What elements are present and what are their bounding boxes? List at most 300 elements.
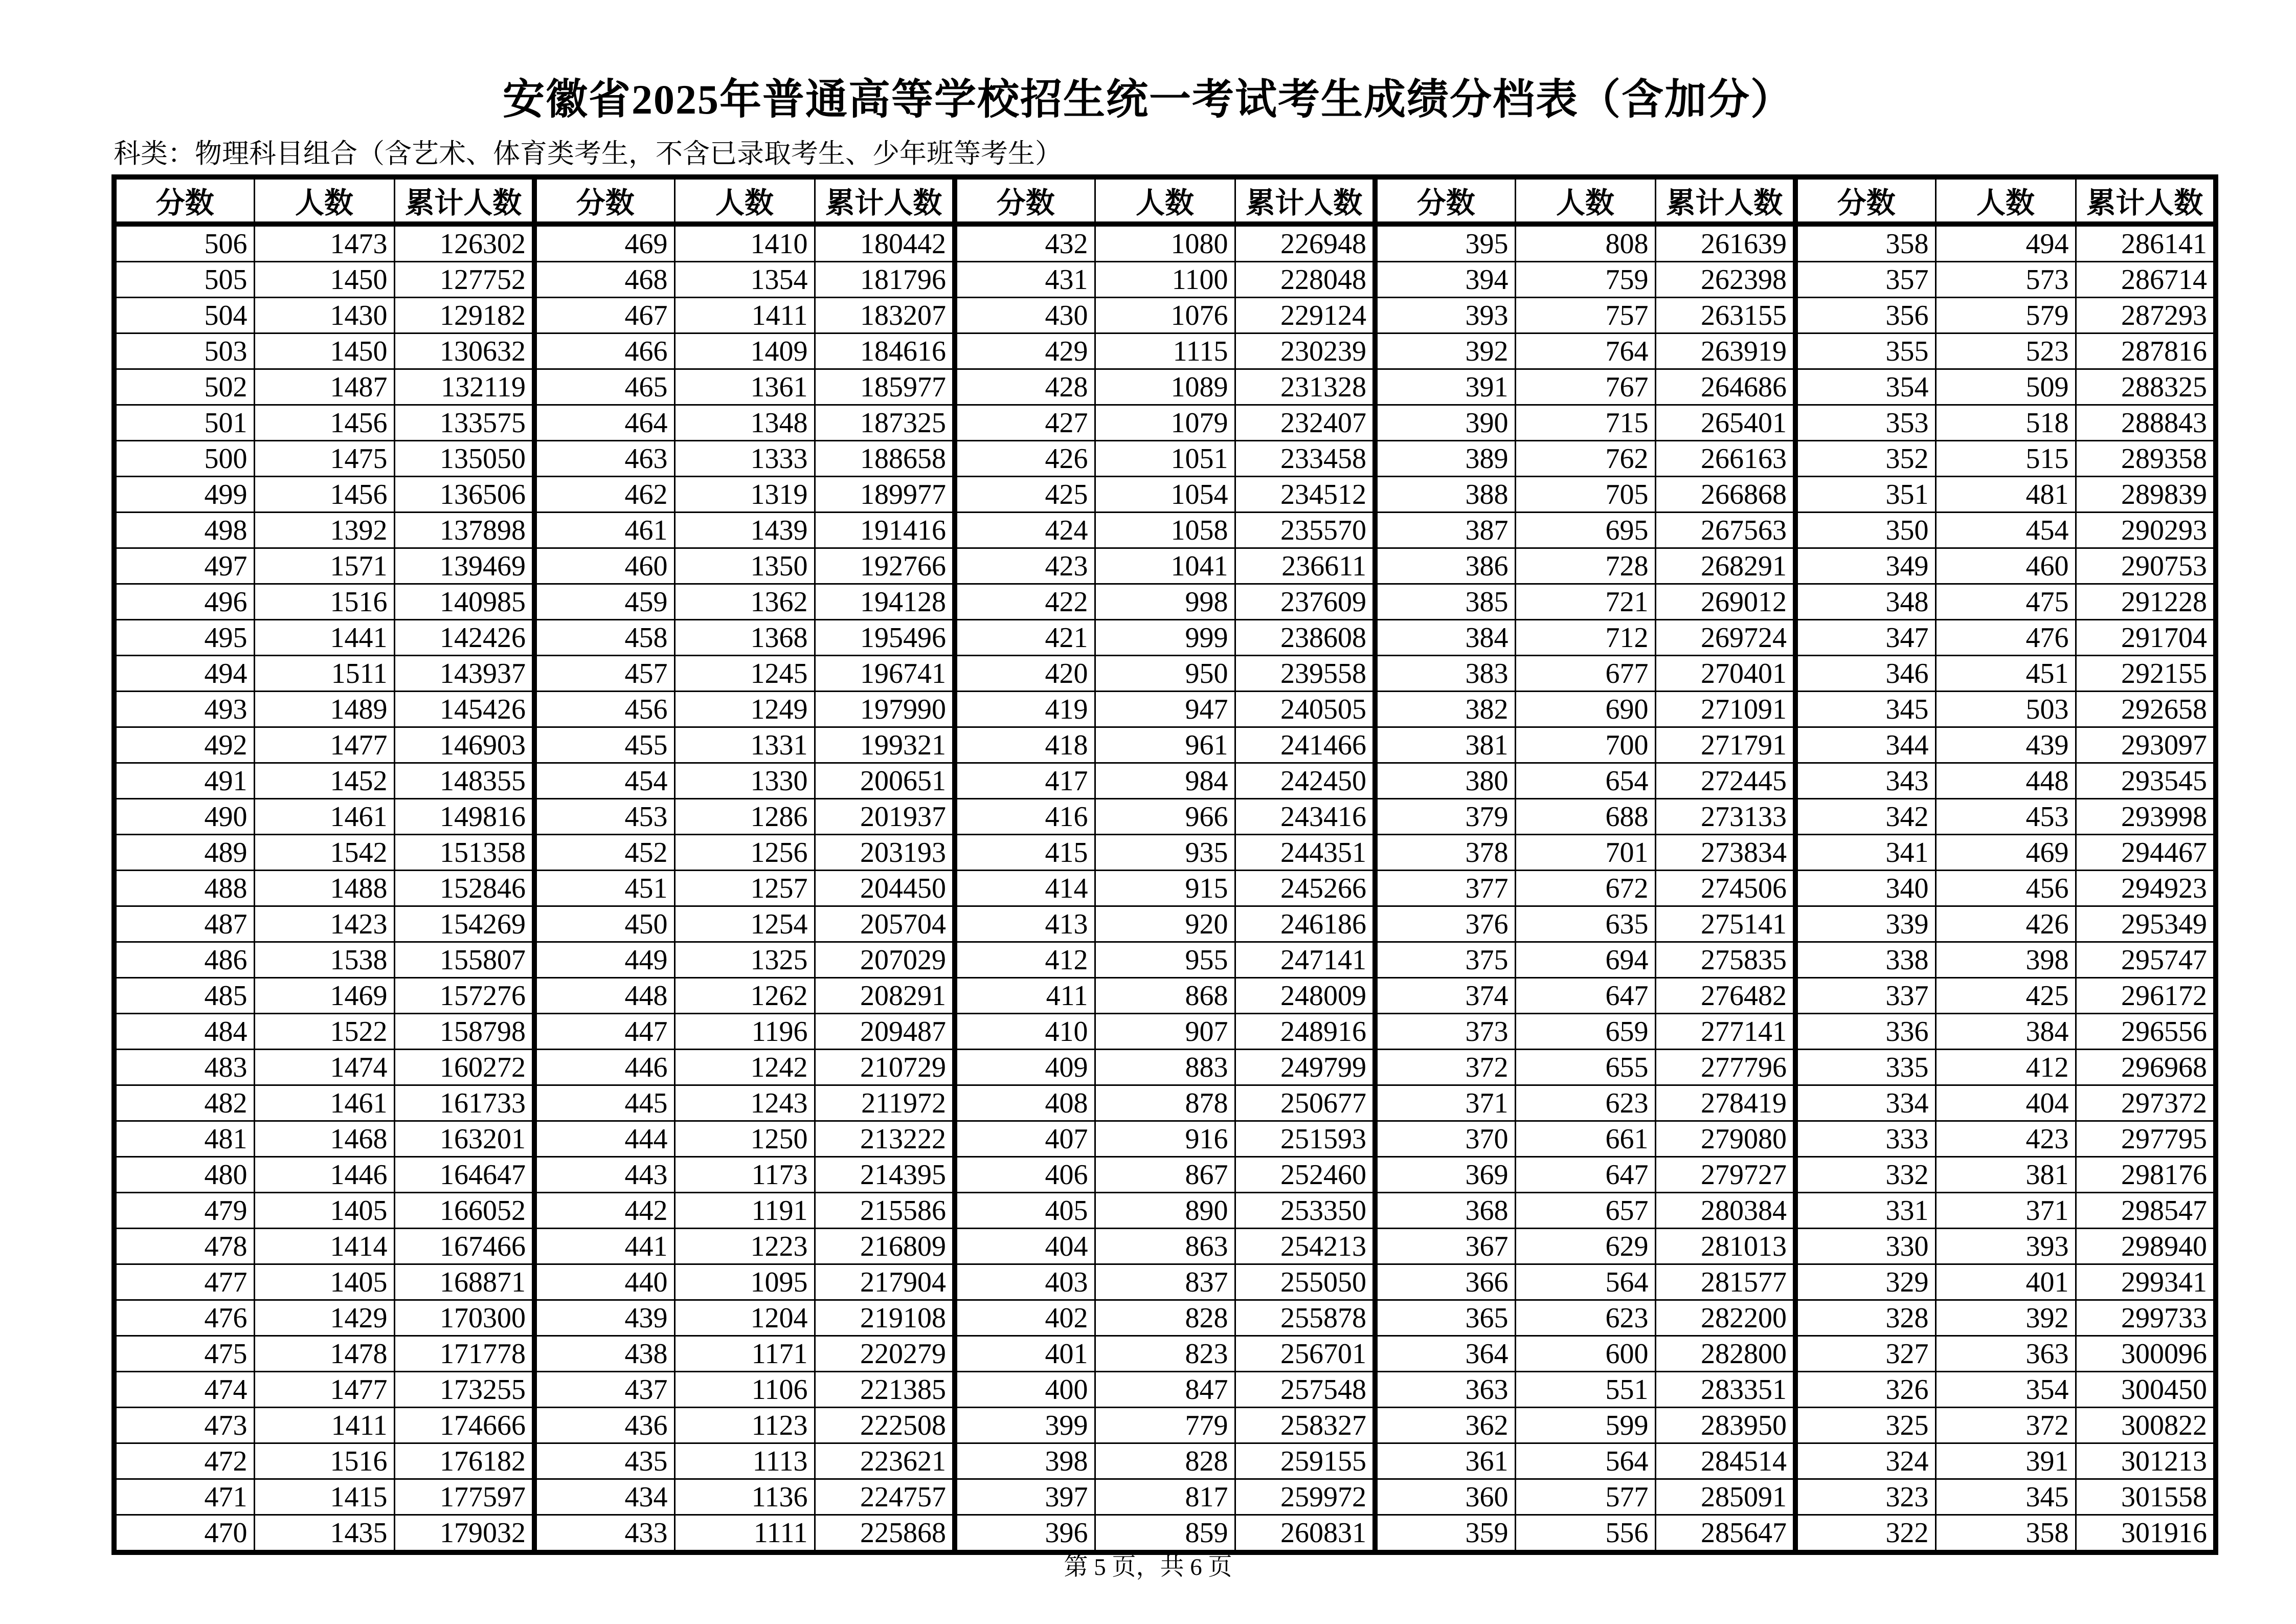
cell-score: 436 bbox=[534, 1408, 674, 1443]
cell-cumulative: 207029 bbox=[815, 942, 955, 978]
table-row bbox=[114, 835, 2216, 871]
cell-cumulative: 278419 bbox=[1655, 1085, 1795, 1121]
cell-cumulative: 220279 bbox=[815, 1336, 955, 1372]
cell-count: 1076 bbox=[1095, 298, 1235, 333]
cell-score: 449 bbox=[534, 942, 674, 978]
table-row bbox=[114, 1515, 2216, 1553]
cell-count: 412 bbox=[1935, 1050, 2076, 1085]
cell-cumulative: 296172 bbox=[2076, 978, 2216, 1014]
cell-count: 1446 bbox=[254, 1157, 394, 1193]
cell-count: 1474 bbox=[254, 1050, 394, 1085]
cell-cumulative: 301213 bbox=[2076, 1443, 2216, 1479]
cell-cumulative: 180442 bbox=[815, 224, 955, 262]
cell-count: 635 bbox=[1515, 906, 1655, 942]
cell-count: 1435 bbox=[254, 1515, 394, 1553]
cell-count: 950 bbox=[1095, 656, 1235, 692]
cell-score: 440 bbox=[534, 1264, 674, 1300]
cell-cumulative: 253350 bbox=[1235, 1193, 1375, 1229]
cell-cumulative: 200651 bbox=[815, 763, 955, 799]
header-cell-cumulative: 累计人数 bbox=[1235, 177, 1375, 224]
cell-cumulative: 194128 bbox=[815, 584, 955, 620]
cell-cumulative: 281013 bbox=[1655, 1229, 1795, 1264]
table-row bbox=[114, 513, 2216, 548]
cell-score: 445 bbox=[534, 1085, 674, 1121]
cell-score: 330 bbox=[1795, 1229, 1935, 1264]
cell-score: 414 bbox=[955, 871, 1095, 906]
cell-cumulative: 222508 bbox=[815, 1408, 955, 1443]
cell-score: 377 bbox=[1375, 871, 1515, 906]
cell-score: 504 bbox=[114, 298, 254, 333]
cell-score: 453 bbox=[534, 799, 674, 835]
cell-score: 332 bbox=[1795, 1157, 1935, 1193]
cell-cumulative: 293545 bbox=[2076, 763, 2216, 799]
header-cell-cumulative: 累计人数 bbox=[815, 177, 955, 224]
cell-score: 325 bbox=[1795, 1408, 1935, 1443]
cell-score: 385 bbox=[1375, 584, 1515, 620]
cell-cumulative: 283351 bbox=[1655, 1372, 1795, 1408]
cell-score: 483 bbox=[114, 1050, 254, 1085]
cell-cumulative: 285647 bbox=[1655, 1515, 1795, 1553]
cell-cumulative: 230239 bbox=[1235, 333, 1375, 369]
cell-score: 495 bbox=[114, 620, 254, 656]
cell-score: 387 bbox=[1375, 513, 1515, 548]
cell-cumulative: 221385 bbox=[815, 1372, 955, 1408]
cell-count: 712 bbox=[1515, 620, 1655, 656]
cell-score: 396 bbox=[955, 1515, 1095, 1553]
cell-cumulative: 192766 bbox=[815, 548, 955, 584]
cell-cumulative: 149816 bbox=[394, 799, 534, 835]
cell-count: 523 bbox=[1935, 333, 2076, 369]
cell-count: 916 bbox=[1095, 1121, 1235, 1157]
cell-cumulative: 137898 bbox=[394, 513, 534, 548]
cell-count: 494 bbox=[1935, 224, 2076, 262]
cell-count: 381 bbox=[1935, 1157, 2076, 1193]
cell-score: 373 bbox=[1375, 1014, 1515, 1050]
cell-count: 1475 bbox=[254, 441, 394, 477]
table-row bbox=[114, 871, 2216, 906]
cell-score: 324 bbox=[1795, 1443, 1935, 1479]
cell-count: 1571 bbox=[254, 548, 394, 584]
cell-count: 1478 bbox=[254, 1336, 394, 1372]
cell-score: 376 bbox=[1375, 906, 1515, 942]
table-row bbox=[114, 1085, 2216, 1121]
cell-cumulative: 223621 bbox=[815, 1443, 955, 1479]
cell-count: 1354 bbox=[674, 262, 815, 298]
table-row bbox=[114, 692, 2216, 727]
cell-cumulative: 145426 bbox=[394, 692, 534, 727]
cell-cumulative: 298547 bbox=[2076, 1193, 2216, 1229]
page-number-footer: 第 5 页，共 6 页 bbox=[1064, 1554, 1232, 1581]
cell-score: 462 bbox=[534, 477, 674, 513]
cell-score: 401 bbox=[955, 1336, 1095, 1372]
cell-score: 454 bbox=[534, 763, 674, 799]
page-subtitle: 科类：物理科目组合（含艺术、体育类考生，不含已录取考生、少年班等考生） bbox=[114, 139, 1062, 169]
cell-count: 354 bbox=[1935, 1372, 2076, 1408]
cell-count: 1511 bbox=[254, 656, 394, 692]
cell-count: 1330 bbox=[674, 763, 815, 799]
cell-cumulative: 135050 bbox=[394, 441, 534, 477]
cell-count: 1441 bbox=[254, 620, 394, 656]
cell-score: 455 bbox=[534, 727, 674, 763]
cell-cumulative: 133575 bbox=[394, 405, 534, 441]
cell-score: 406 bbox=[955, 1157, 1095, 1193]
cell-count: 1487 bbox=[254, 369, 394, 405]
cell-cumulative: 297372 bbox=[2076, 1085, 2216, 1121]
cell-count: 515 bbox=[1935, 441, 2076, 477]
cell-score: 355 bbox=[1795, 333, 1935, 369]
cell-cumulative: 246186 bbox=[1235, 906, 1375, 942]
cell-cumulative: 283950 bbox=[1655, 1408, 1795, 1443]
cell-cumulative: 298940 bbox=[2076, 1229, 2216, 1264]
cell-cumulative: 201937 bbox=[815, 799, 955, 835]
cell-cumulative: 155807 bbox=[394, 942, 534, 978]
cell-count: 1054 bbox=[1095, 477, 1235, 513]
page-title: 安徽省2025年普通高等学校招生统一考试考生成绩分档表（含加分） bbox=[502, 76, 1793, 123]
cell-cumulative: 292658 bbox=[2076, 692, 2216, 727]
cell-score: 416 bbox=[955, 799, 1095, 835]
cell-score: 386 bbox=[1375, 548, 1515, 584]
cell-cumulative: 196741 bbox=[815, 656, 955, 692]
cell-score: 343 bbox=[1795, 763, 1935, 799]
cell-score: 419 bbox=[955, 692, 1095, 727]
cell-count: 695 bbox=[1515, 513, 1655, 548]
cell-score: 359 bbox=[1375, 1515, 1515, 1553]
cell-score: 492 bbox=[114, 727, 254, 763]
cell-cumulative: 288843 bbox=[2076, 405, 2216, 441]
header-cell-count: 人数 bbox=[1935, 177, 2076, 224]
cell-cumulative: 139469 bbox=[394, 548, 534, 584]
cell-score: 340 bbox=[1795, 871, 1935, 906]
header-cell-score: 分数 bbox=[955, 177, 1095, 224]
cell-count: 1415 bbox=[254, 1479, 394, 1515]
cell-count: 859 bbox=[1095, 1515, 1235, 1553]
cell-count: 1456 bbox=[254, 477, 394, 513]
table-row bbox=[114, 548, 2216, 584]
cell-count: 1405 bbox=[254, 1264, 394, 1300]
cell-count: 1469 bbox=[254, 978, 394, 1014]
cell-cumulative: 208291 bbox=[815, 978, 955, 1014]
table-row bbox=[114, 262, 2216, 298]
cell-count: 629 bbox=[1515, 1229, 1655, 1264]
cell-count: 1111 bbox=[674, 1515, 815, 1553]
cell-count: 345 bbox=[1935, 1479, 2076, 1515]
cell-score: 404 bbox=[955, 1229, 1095, 1264]
cell-cumulative: 142426 bbox=[394, 620, 534, 656]
table-row bbox=[114, 942, 2216, 978]
cell-cumulative: 295349 bbox=[2076, 906, 2216, 942]
table-row bbox=[114, 1264, 2216, 1300]
cell-cumulative: 241466 bbox=[1235, 727, 1375, 763]
cell-count: 1319 bbox=[674, 477, 815, 513]
cell-cumulative: 132119 bbox=[394, 369, 534, 405]
table-row bbox=[114, 333, 2216, 369]
table-row bbox=[114, 1050, 2216, 1085]
table-row bbox=[114, 906, 2216, 942]
cell-cumulative: 290753 bbox=[2076, 548, 2216, 584]
cell-count: 1468 bbox=[254, 1121, 394, 1157]
cell-count: 623 bbox=[1515, 1300, 1655, 1336]
cell-cumulative: 167466 bbox=[394, 1229, 534, 1264]
cell-score: 367 bbox=[1375, 1229, 1515, 1264]
cell-cumulative: 267563 bbox=[1655, 513, 1795, 548]
cell-cumulative: 171778 bbox=[394, 1336, 534, 1372]
cell-cumulative: 275141 bbox=[1655, 906, 1795, 942]
cell-score: 458 bbox=[534, 620, 674, 656]
cell-count: 393 bbox=[1935, 1229, 2076, 1264]
table-row bbox=[114, 1193, 2216, 1229]
cell-score: 354 bbox=[1795, 369, 1935, 405]
cell-count: 828 bbox=[1095, 1443, 1235, 1479]
cell-count: 1348 bbox=[674, 405, 815, 441]
cell-count: 647 bbox=[1515, 1157, 1655, 1193]
cell-cumulative: 187325 bbox=[815, 405, 955, 441]
cell-count: 564 bbox=[1515, 1264, 1655, 1300]
cell-count: 1136 bbox=[674, 1479, 815, 1515]
cell-count: 456 bbox=[1935, 871, 2076, 906]
cell-score: 433 bbox=[534, 1515, 674, 1553]
cell-score: 418 bbox=[955, 727, 1095, 763]
cell-count: 1414 bbox=[254, 1229, 394, 1264]
cell-count: 1058 bbox=[1095, 513, 1235, 548]
cell-cumulative: 238608 bbox=[1235, 620, 1375, 656]
header-cell-score: 分数 bbox=[114, 177, 254, 224]
cell-cumulative: 235570 bbox=[1235, 513, 1375, 548]
cell-cumulative: 191416 bbox=[815, 513, 955, 548]
cell-count: 476 bbox=[1935, 620, 2076, 656]
cell-cumulative: 279727 bbox=[1655, 1157, 1795, 1193]
cell-cumulative: 213222 bbox=[815, 1121, 955, 1157]
cell-count: 1477 bbox=[254, 727, 394, 763]
cell-score: 448 bbox=[534, 978, 674, 1014]
cell-cumulative: 254213 bbox=[1235, 1229, 1375, 1264]
cell-score: 341 bbox=[1795, 835, 1935, 871]
cell-score: 372 bbox=[1375, 1050, 1515, 1085]
cell-score: 424 bbox=[955, 513, 1095, 548]
cell-cumulative: 143937 bbox=[394, 656, 534, 692]
cell-cumulative: 294923 bbox=[2076, 871, 2216, 906]
cell-cumulative: 263155 bbox=[1655, 298, 1795, 333]
cell-cumulative: 183207 bbox=[815, 298, 955, 333]
header-cell-count: 人数 bbox=[1515, 177, 1655, 224]
cell-score: 459 bbox=[534, 584, 674, 620]
cell-cumulative: 226948 bbox=[1235, 224, 1375, 262]
cell-score: 502 bbox=[114, 369, 254, 405]
cell-score: 467 bbox=[534, 298, 674, 333]
cell-score: 328 bbox=[1795, 1300, 1935, 1336]
cell-score: 465 bbox=[534, 369, 674, 405]
table-row bbox=[114, 1372, 2216, 1408]
cell-score: 444 bbox=[534, 1121, 674, 1157]
cell-cumulative: 263919 bbox=[1655, 333, 1795, 369]
cell-count: 647 bbox=[1515, 978, 1655, 1014]
cell-count: 1516 bbox=[254, 584, 394, 620]
cell-count: 1489 bbox=[254, 692, 394, 727]
cell-score: 322 bbox=[1795, 1515, 1935, 1553]
cell-count: 509 bbox=[1935, 369, 2076, 405]
cell-score: 370 bbox=[1375, 1121, 1515, 1157]
cell-score: 344 bbox=[1795, 727, 1935, 763]
cell-count: 672 bbox=[1515, 871, 1655, 906]
cell-cumulative: 164647 bbox=[394, 1157, 534, 1193]
cell-count: 1362 bbox=[674, 584, 815, 620]
cell-count: 454 bbox=[1935, 513, 2076, 548]
cell-count: 1333 bbox=[674, 441, 815, 477]
cell-score: 503 bbox=[114, 333, 254, 369]
cell-cumulative: 266868 bbox=[1655, 477, 1795, 513]
cell-score: 335 bbox=[1795, 1050, 1935, 1085]
cell-cumulative: 248009 bbox=[1235, 978, 1375, 1014]
header-cell-cumulative: 累计人数 bbox=[1655, 177, 1795, 224]
cell-cumulative: 154269 bbox=[394, 906, 534, 942]
header-cell-score: 分数 bbox=[534, 177, 674, 224]
cell-count: 920 bbox=[1095, 906, 1235, 942]
cell-score: 336 bbox=[1795, 1014, 1935, 1050]
table-row bbox=[114, 1121, 2216, 1157]
cell-score: 415 bbox=[955, 835, 1095, 871]
cell-count: 398 bbox=[1935, 942, 2076, 978]
cell-count: 1191 bbox=[674, 1193, 815, 1229]
cell-score: 331 bbox=[1795, 1193, 1935, 1229]
cell-score: 469 bbox=[534, 224, 674, 262]
cell-cumulative: 179032 bbox=[394, 1515, 534, 1553]
cell-count: 1331 bbox=[674, 727, 815, 763]
cell-cumulative: 240505 bbox=[1235, 692, 1375, 727]
cell-score: 405 bbox=[955, 1193, 1095, 1229]
cell-cumulative: 231328 bbox=[1235, 369, 1375, 405]
cell-count: 1473 bbox=[254, 224, 394, 262]
cell-count: 623 bbox=[1515, 1085, 1655, 1121]
cell-cumulative: 243416 bbox=[1235, 799, 1375, 835]
cell-score: 388 bbox=[1375, 477, 1515, 513]
score-table-body bbox=[114, 224, 2216, 1552]
cell-score: 345 bbox=[1795, 692, 1935, 727]
cell-score: 472 bbox=[114, 1443, 254, 1479]
cell-score: 464 bbox=[534, 405, 674, 441]
cell-count: 690 bbox=[1515, 692, 1655, 727]
cell-cumulative: 205704 bbox=[815, 906, 955, 942]
cell-score: 323 bbox=[1795, 1479, 1935, 1515]
cell-cumulative: 189977 bbox=[815, 477, 955, 513]
table-row bbox=[114, 1229, 2216, 1264]
cell-count: 688 bbox=[1515, 799, 1655, 835]
cell-score: 447 bbox=[534, 1014, 674, 1050]
cell-cumulative: 242450 bbox=[1235, 763, 1375, 799]
cell-cumulative: 291704 bbox=[2076, 620, 2216, 656]
cell-cumulative: 265401 bbox=[1655, 405, 1795, 441]
cell-count: 453 bbox=[1935, 799, 2076, 835]
table-row bbox=[114, 763, 2216, 799]
cell-score: 461 bbox=[534, 513, 674, 548]
cell-count: 1245 bbox=[674, 656, 815, 692]
cell-cumulative: 299733 bbox=[2076, 1300, 2216, 1336]
cell-score: 496 bbox=[114, 584, 254, 620]
cell-score: 412 bbox=[955, 942, 1095, 978]
table-row bbox=[114, 441, 2216, 477]
cell-score: 420 bbox=[955, 656, 1095, 692]
cell-score: 383 bbox=[1375, 656, 1515, 692]
cell-count: 392 bbox=[1935, 1300, 2076, 1336]
cell-cumulative: 293097 bbox=[2076, 727, 2216, 763]
cell-count: 358 bbox=[1935, 1515, 2076, 1553]
cell-cumulative: 211972 bbox=[815, 1085, 955, 1121]
cell-count: 1542 bbox=[254, 835, 394, 871]
cell-count: 1350 bbox=[674, 548, 815, 584]
cell-score: 450 bbox=[534, 906, 674, 942]
cell-count: 767 bbox=[1515, 369, 1655, 405]
cell-cumulative: 129182 bbox=[394, 298, 534, 333]
cell-cumulative: 276482 bbox=[1655, 978, 1795, 1014]
cell-cumulative: 293998 bbox=[2076, 799, 2216, 835]
cell-score: 500 bbox=[114, 441, 254, 477]
table-row bbox=[114, 620, 2216, 656]
cell-score: 339 bbox=[1795, 906, 1935, 942]
table-row bbox=[114, 369, 2216, 405]
cell-cumulative: 173255 bbox=[394, 1372, 534, 1408]
cell-count: 1242 bbox=[674, 1050, 815, 1085]
cell-cumulative: 275835 bbox=[1655, 942, 1795, 978]
cell-score: 480 bbox=[114, 1157, 254, 1193]
header-cell-score: 分数 bbox=[1795, 177, 1935, 224]
cell-count: 1095 bbox=[674, 1264, 815, 1300]
cell-score: 437 bbox=[534, 1372, 674, 1408]
cell-count: 808 bbox=[1515, 224, 1655, 262]
cell-count: 503 bbox=[1935, 692, 2076, 727]
cell-count: 1257 bbox=[674, 871, 815, 906]
cell-cumulative: 214395 bbox=[815, 1157, 955, 1193]
cell-cumulative: 249799 bbox=[1235, 1050, 1375, 1085]
cell-score: 451 bbox=[534, 871, 674, 906]
cell-cumulative: 282800 bbox=[1655, 1336, 1795, 1372]
cell-count: 659 bbox=[1515, 1014, 1655, 1050]
cell-count: 475 bbox=[1935, 584, 2076, 620]
cell-count: 1405 bbox=[254, 1193, 394, 1229]
cell-score: 369 bbox=[1375, 1157, 1515, 1193]
cell-cumulative: 292155 bbox=[2076, 656, 2216, 692]
cell-cumulative: 252460 bbox=[1235, 1157, 1375, 1193]
cell-cumulative: 297795 bbox=[2076, 1121, 2216, 1157]
cell-count: 1223 bbox=[674, 1229, 815, 1264]
cell-count: 705 bbox=[1515, 477, 1655, 513]
cell-count: 907 bbox=[1095, 1014, 1235, 1050]
cell-cumulative: 289358 bbox=[2076, 441, 2216, 477]
cell-count: 1392 bbox=[254, 513, 394, 548]
cell-cumulative: 273834 bbox=[1655, 835, 1795, 871]
cell-score: 378 bbox=[1375, 835, 1515, 871]
header-cell-count: 人数 bbox=[254, 177, 394, 224]
cell-score: 426 bbox=[955, 441, 1095, 477]
cell-score: 439 bbox=[534, 1300, 674, 1336]
cell-score: 488 bbox=[114, 871, 254, 906]
cell-score: 333 bbox=[1795, 1121, 1935, 1157]
cell-score: 443 bbox=[534, 1157, 674, 1193]
cell-cumulative: 290293 bbox=[2076, 513, 2216, 548]
cell-cumulative: 232407 bbox=[1235, 405, 1375, 441]
cell-cumulative: 268291 bbox=[1655, 548, 1795, 584]
cell-count: 384 bbox=[1935, 1014, 2076, 1050]
cell-cumulative: 300450 bbox=[2076, 1372, 2216, 1408]
cell-score: 374 bbox=[1375, 978, 1515, 1014]
cell-count: 564 bbox=[1515, 1443, 1655, 1479]
cell-count: 1204 bbox=[674, 1300, 815, 1336]
cell-score: 471 bbox=[114, 1479, 254, 1515]
cell-cumulative: 229124 bbox=[1235, 298, 1375, 333]
cell-score: 501 bbox=[114, 405, 254, 441]
cell-count: 1410 bbox=[674, 224, 815, 262]
cell-score: 337 bbox=[1795, 978, 1935, 1014]
cell-count: 817 bbox=[1095, 1479, 1235, 1515]
cell-score: 466 bbox=[534, 333, 674, 369]
cell-score: 410 bbox=[955, 1014, 1095, 1050]
